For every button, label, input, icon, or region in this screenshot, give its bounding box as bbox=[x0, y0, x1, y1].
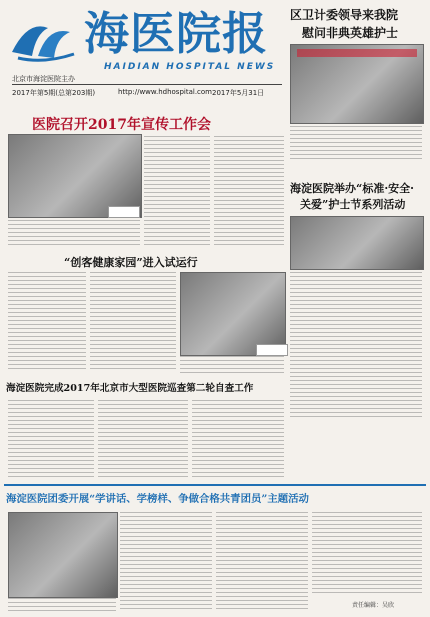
article-meeting-photo-caption bbox=[108, 206, 140, 218]
issue-number: 2017年第5期(总第203期) bbox=[12, 89, 96, 97]
article-youth-league-col-3 bbox=[216, 512, 308, 612]
article-health-home-col-3 bbox=[180, 356, 284, 374]
article-inspection bbox=[4, 378, 286, 482]
article-condolence-photo bbox=[290, 44, 424, 124]
hospital-logo-icon bbox=[8, 12, 80, 64]
article-health-home-photo-caption bbox=[256, 344, 288, 356]
article-youth-league-col-2 bbox=[120, 512, 212, 612]
masthead-sponsor: 北京市海淀医院主办 bbox=[12, 75, 75, 83]
article-youth-league-col-4 bbox=[312, 512, 422, 596]
article-meeting-title: 医院召开2017年宣传工作会 bbox=[32, 117, 211, 133]
article-condolence bbox=[288, 4, 426, 164]
article-youth-league bbox=[4, 484, 426, 614]
article-condolence-body bbox=[290, 126, 422, 162]
article-nurses-day-photo bbox=[290, 216, 424, 270]
masthead-title: 海医院报 bbox=[84, 7, 269, 60]
article-youth-league-title: 海淀医院团委开展“学讲话、学榜样、争做合格共青团员”主题活动 bbox=[6, 493, 309, 505]
article-condolence-title-1: 区卫计委领导来我院 bbox=[290, 8, 399, 22]
editor-credit: 责任编辑：吴欣 bbox=[352, 602, 395, 609]
article-youth-league-col-1 bbox=[8, 598, 116, 612]
article-health-home-col-2 bbox=[90, 272, 176, 372]
masthead-subtitle: HAIDIAN HOSPITAL NEWS bbox=[104, 62, 276, 72]
masthead-rule bbox=[12, 84, 282, 85]
website-link[interactable]: http://www.hdhospital.com bbox=[118, 88, 212, 96]
issue-date: 2017年5月31日 bbox=[212, 89, 265, 97]
article-inspection-col-1 bbox=[8, 400, 94, 480]
masthead bbox=[6, 4, 284, 100]
article-health-home bbox=[4, 252, 286, 376]
article-nurses-day-title-2: 关爱”护士节系列活动 bbox=[300, 198, 406, 211]
article-nurses-day-title-1: 海淀医院举办“标准·安全· bbox=[290, 182, 414, 195]
article-nurses-day-body bbox=[290, 272, 422, 420]
article-meeting-col-3 bbox=[214, 136, 284, 248]
article-inspection-col-3 bbox=[192, 400, 284, 480]
article-meeting-col-1 bbox=[8, 220, 140, 248]
article-health-home-title: “创客健康家园”进入试运行 bbox=[64, 256, 198, 269]
article-condolence-title-2: 慰问非典英雄护士 bbox=[302, 26, 399, 40]
article-meeting bbox=[4, 102, 286, 250]
article-youth-league-photo bbox=[8, 512, 118, 598]
article-inspection-col-2 bbox=[98, 400, 188, 480]
article-health-home-col-1 bbox=[8, 272, 86, 372]
article-nurses-day bbox=[288, 166, 426, 422]
article-inspection-title: 海淀医院完成2017年北京市大型医院巡查第二轮自查工作 bbox=[6, 383, 254, 394]
article-youth-league-rule bbox=[4, 484, 426, 486]
article-meeting-col-2 bbox=[144, 136, 210, 248]
